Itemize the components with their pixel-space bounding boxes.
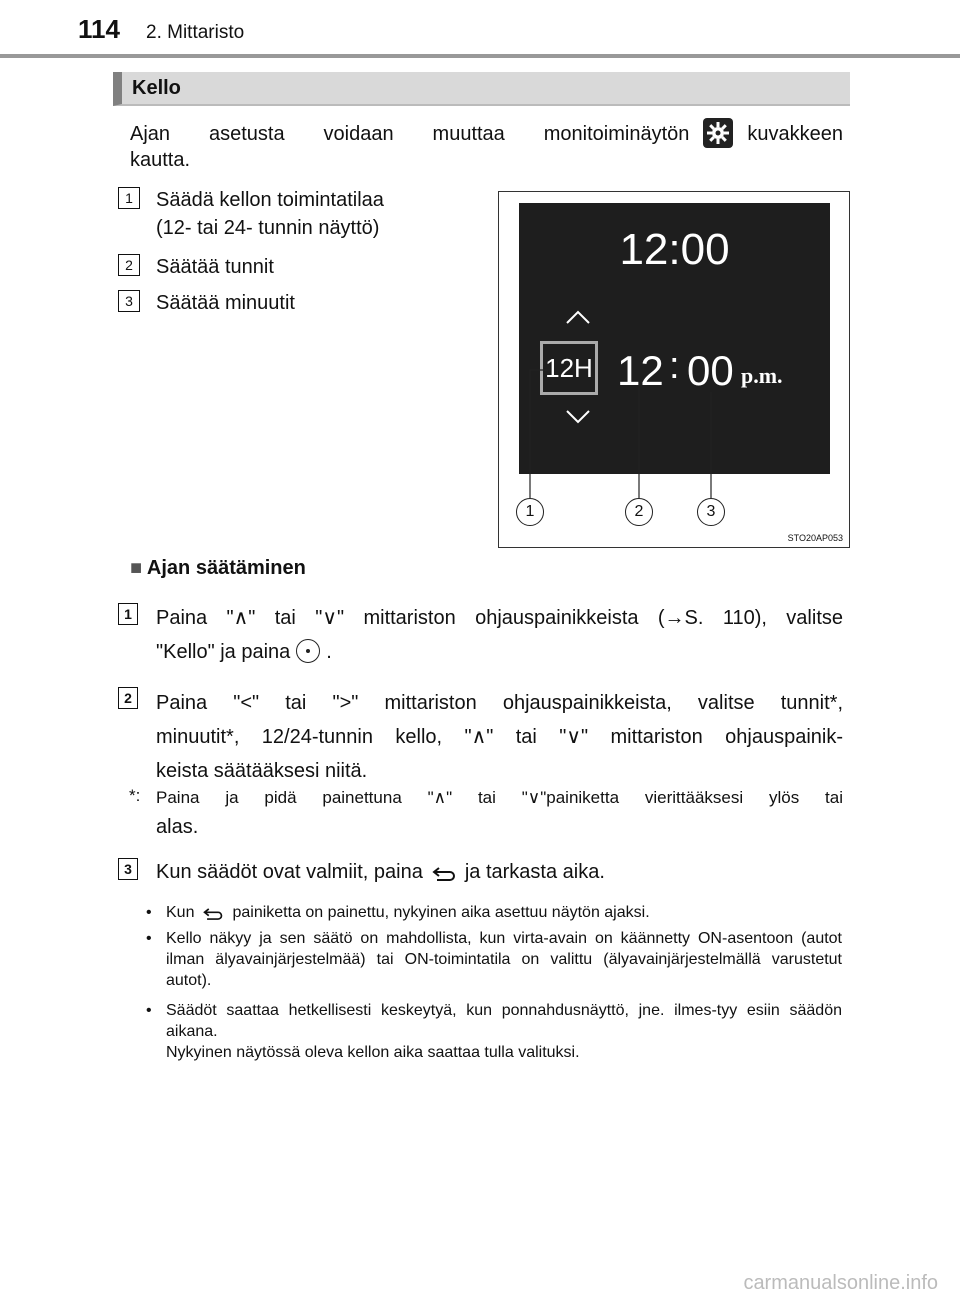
step-number: 2 <box>118 687 138 709</box>
clock-colon: : <box>669 345 680 387</box>
clock-minutes: 00 <box>687 347 734 394</box>
item-2-line-1: Säätää tunnit <box>156 256 274 278</box>
ok-button-icon <box>296 639 320 663</box>
clock-hours: 12 <box>617 347 664 394</box>
clock-mode-box: 12H <box>540 341 598 395</box>
step-2-line-1: Paina "<" tai ">" mittariston ohjauspainikkeista, valitse tunnit*, <box>156 692 843 714</box>
callout-lines <box>499 192 849 547</box>
step-1-line-1: Paina "∧" tai "∨" mittariston ohjauspainikkeista (→S. 110), valitse <box>156 607 843 629</box>
callout-2: 2 <box>625 498 653 526</box>
section-title: Kello <box>132 77 181 99</box>
item-1-line-2: (12- tai 24- tunnin näyttö) <box>156 217 380 239</box>
clock-time-top: 12:00 <box>619 225 730 274</box>
callout-3: 3 <box>697 498 725 526</box>
header-divider <box>0 54 960 58</box>
note-bullet-1: • Kun painiketta on painettu, nykyinen aika asettuu näytön ajaksi. <box>146 904 650 921</box>
note-bullet-2: • Kello näkyy ja sen säätö on mahdollista, kun virta-avain on käännetty ON-asentoon (autot ilman älyavainjärjestelmää) tai ON-toimintatila on valittu (älyavainjärjestelmällä varustetut autot). <box>146 930 842 989</box>
clock-ampm: p.m. <box>741 363 783 388</box>
note-bullet-3: • Säädöt saattaa hetkellisesti keskeytyä, kun ponnahdusnäyttö, jne. ilmes-tyy esiin säädön aikana. Nykyinen näytössä oleva kellon aika saattaa tulla valituksi. <box>146 1002 842 1061</box>
back-icon <box>431 866 457 882</box>
page-number: 114 <box>78 14 120 44</box>
footnote-mark: *: <box>129 786 141 805</box>
step-1-line-2: "Kello" ja paina . <box>156 641 332 663</box>
item-3-line-1: Säätää minuutit <box>156 292 295 314</box>
gear-icon <box>703 118 733 148</box>
step-2-line-2: minuutit*, 12/24-tunnin kello, "∧" tai "∨" mittariston ohjauspainik- <box>156 726 843 748</box>
footnote-line-1: Paina ja pidä painettuna "∧" tai "∨"painiketta vierittääksesi ylös tai <box>156 788 843 807</box>
step-number: 1 <box>118 603 138 625</box>
back-icon <box>202 907 224 921</box>
item-number: 3 <box>118 290 140 312</box>
clock-figure <box>498 191 850 548</box>
intro-line-1: Ajan asetusta voidaan muuttaa monitoiminäytön kuvakkeen <box>130 118 843 148</box>
step-2-line-3: keista säätääksesi niitä. <box>156 760 368 782</box>
step-number: 3 <box>118 858 138 880</box>
item-number: 1 <box>118 187 140 209</box>
intro-line-2: kautta. <box>130 149 191 171</box>
watermark: carmanualsonline.info <box>743 1272 938 1294</box>
subheading <box>130 557 306 580</box>
step-3-line-1: Kun säädöt ovat valmiit, paina ja tarkasta aika. <box>156 861 605 883</box>
footnote-line-2: alas. <box>156 816 199 838</box>
item-1-line-1: Säädä kellon toimintatilaa <box>156 189 384 211</box>
subheading-text: Ajan säätäminen <box>146 557 306 579</box>
figure-code: STO20AP053 <box>787 533 843 543</box>
chapter-title: 2. Mittaristo <box>146 22 245 43</box>
subheading-marker: ■ <box>130 557 143 579</box>
item-number: 2 <box>118 254 140 276</box>
callout-1: 1 <box>516 498 544 526</box>
section-heading <box>113 72 850 106</box>
